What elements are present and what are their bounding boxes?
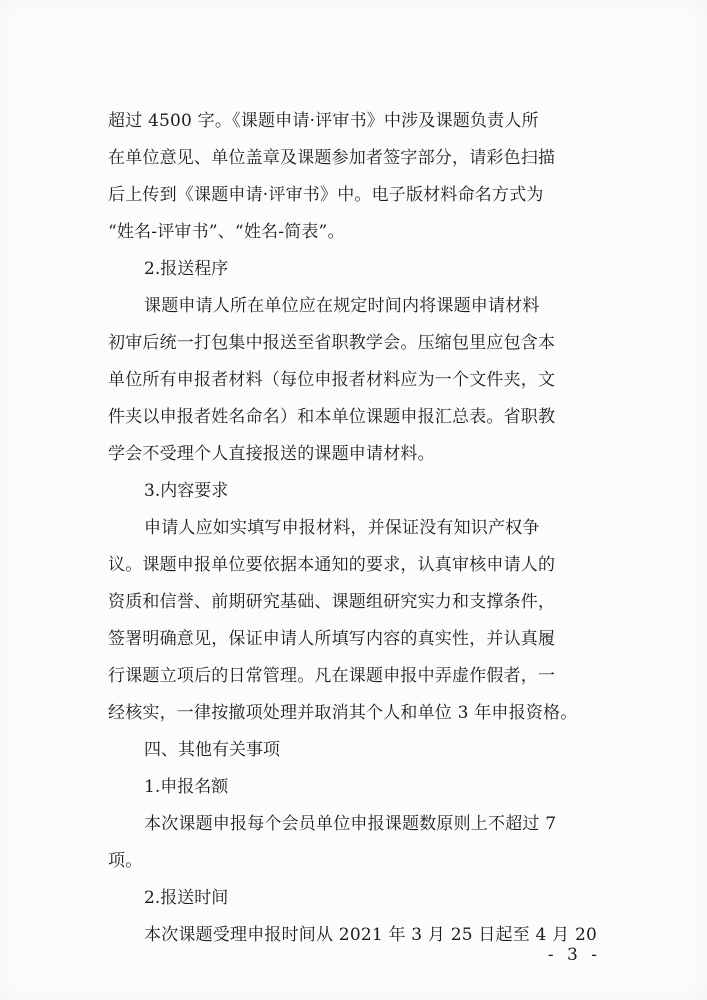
paragraph-line: “姓名-评审书”、“姓名-简表”。 bbox=[108, 222, 345, 242]
paragraph-line: 课题申请人所在单位应在规定时间内将课题申请材料 bbox=[144, 296, 540, 316]
paragraph-line: 签署明确意见，保证申请人所填写内容的真实性，并认真履 bbox=[108, 629, 556, 649]
paragraph-line: 项。 bbox=[108, 851, 143, 871]
heading-application-quota: 1.申报名额 bbox=[144, 777, 229, 797]
paragraph-line: 申请人应如实填写申报材料，并保证没有知识产权争 bbox=[144, 518, 540, 538]
heading-content-requirements: 3.内容要求 bbox=[144, 481, 229, 501]
heading-reporting-procedure: 2.报送程序 bbox=[144, 259, 229, 279]
paragraph-line: 后上传到《课题申请·评审书》中。电子版材料命名方式为 bbox=[108, 185, 544, 205]
paragraph-line: 议。课题申报单位要依据本通知的要求，认真审核申请人的 bbox=[108, 555, 556, 575]
paragraph-line: 本次课题受理申报时间从 2021 年 3 月 25 日起至 4 月 20 bbox=[144, 925, 597, 945]
paragraph-line: 经核实，一律按撤项处理并取消其个人和单位 3 年申报资格。 bbox=[108, 703, 578, 723]
page-number: - 3 - bbox=[547, 945, 601, 965]
paragraph-line: 单位所有申报者材料（每位申报者材料应为一个文件夹，文 bbox=[108, 370, 556, 390]
paragraph-line: 初审后统一打包集中报送至省职教学会。压缩包里应包含本 bbox=[108, 333, 556, 353]
section-other-matters: 四、其他有关事项 bbox=[144, 740, 280, 760]
paragraph-line: 资质和信誉、前期研究基础、课题组研究实力和支撑条件， bbox=[108, 592, 556, 612]
paragraph-line: 本次课题申报每个会员单位申报课题数原则上不超过 7 bbox=[144, 814, 557, 834]
paragraph-line: 行课题立项后的日常管理。凡在课题申报中弄虚作假者，一 bbox=[108, 666, 556, 686]
paragraph-line: 件夹以申报者姓名命名）和本单位课题申报汇总表。省职教 bbox=[108, 407, 556, 427]
paragraph-line: 学会不受理个人直接报送的课题申请材料。 bbox=[108, 444, 435, 464]
heading-submission-time: 2.报送时间 bbox=[144, 888, 229, 908]
paragraph-line: 在单位意见、单位盖章及课题参加者签字部分，请彩色扫描 bbox=[108, 148, 556, 168]
paragraph-line: 超过 4500 字。《课题申请·评审书》中涉及课题负责人所 bbox=[108, 111, 539, 131]
